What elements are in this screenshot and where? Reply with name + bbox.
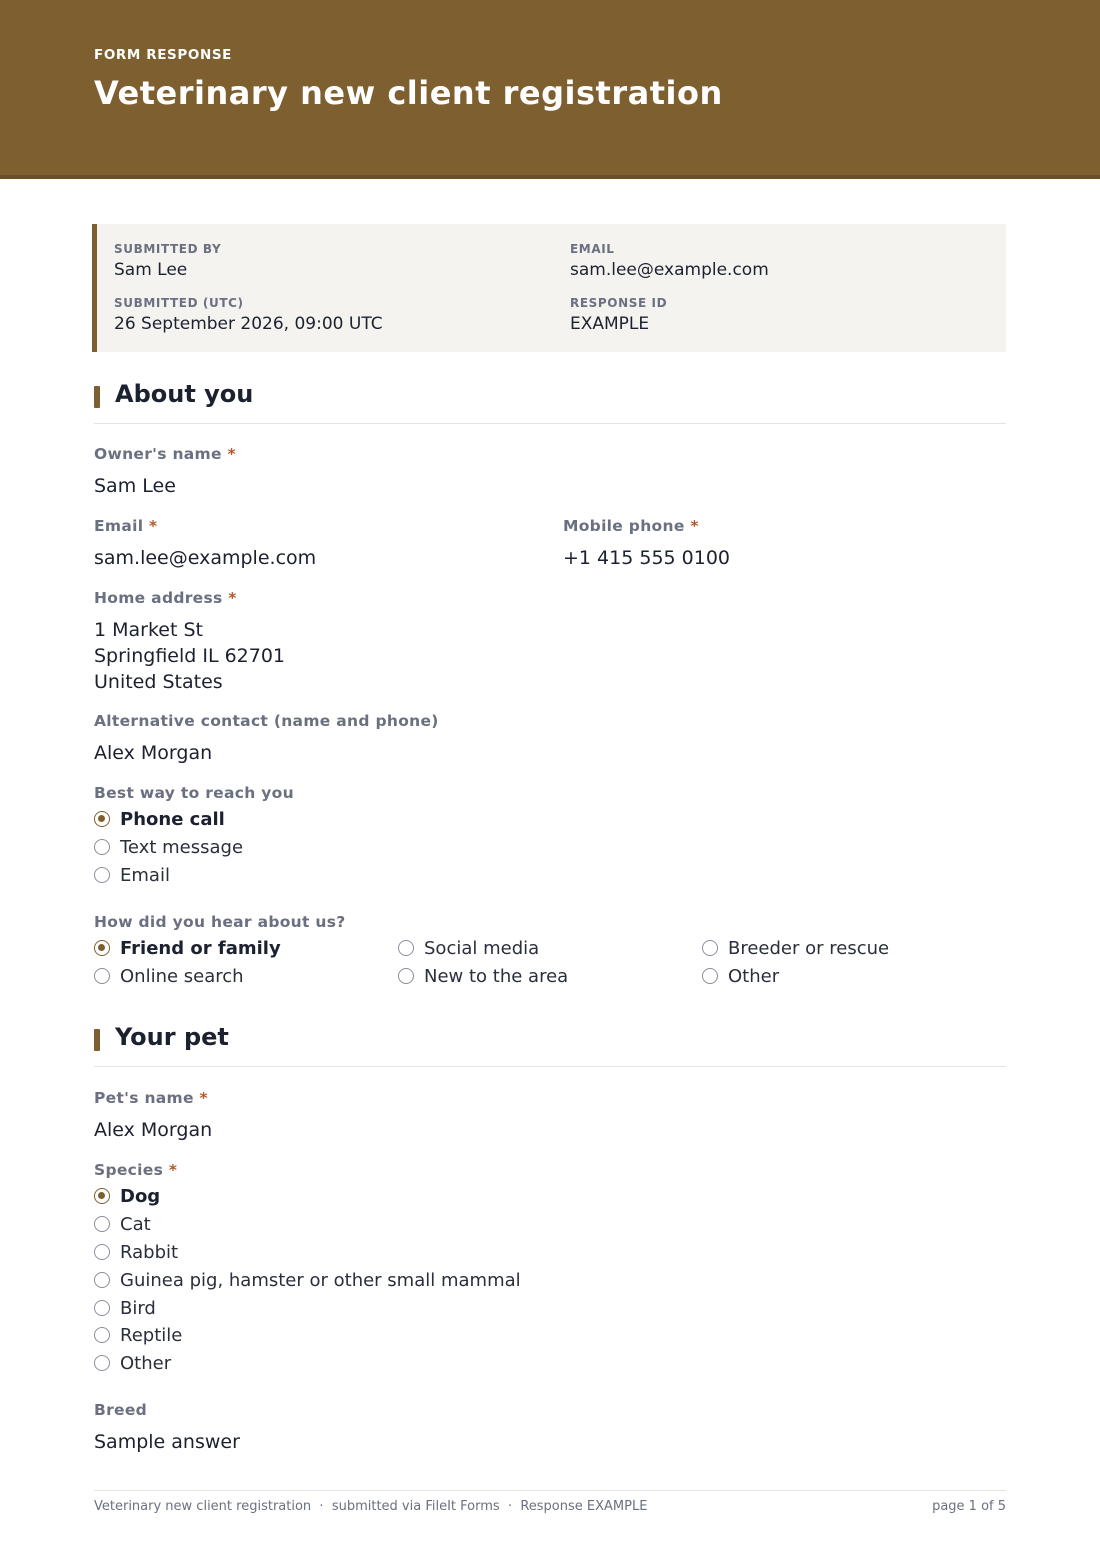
radio-button[interactable] — [94, 1355, 110, 1371]
radio-option-label: New to the area — [424, 965, 569, 987]
section-about-you — [94, 380, 1006, 424]
radio-button[interactable] — [702, 968, 718, 984]
radio-option-text-message[interactable] — [94, 836, 243, 858]
response-id — [570, 296, 667, 336]
required-marker: * — [227, 445, 236, 463]
radio-option-cat[interactable] — [94, 1213, 151, 1235]
field-value: Sam Lee — [94, 475, 176, 497]
radio-button[interactable] — [94, 867, 110, 883]
field-species — [94, 1161, 177, 1179]
submitted-by — [114, 242, 221, 282]
field-mobile-phone — [563, 517, 730, 571]
summary-email — [570, 242, 769, 282]
radio-option-label: Bird — [120, 1297, 156, 1319]
required-marker: * — [228, 589, 237, 607]
section-title: Your pet — [115, 1023, 229, 1051]
radio-option-reptile[interactable] — [94, 1324, 182, 1346]
radio-option-label: Phone call — [120, 808, 225, 830]
submitted-utc-label: SUBMITTED (UTC) — [114, 296, 244, 310]
field-label — [94, 445, 236, 463]
radio-option-label: Breeder or rescue — [728, 937, 890, 959]
field-label-text: Home address — [94, 589, 223, 607]
submitted-by-value: Sam Lee — [114, 260, 188, 280]
radio-option-label: Other — [120, 1352, 172, 1374]
radio-option-email[interactable] — [94, 864, 170, 886]
radio-option-breeder-or-rescue[interactable] — [702, 937, 889, 959]
radio-button[interactable] — [94, 940, 110, 956]
summary-email-value: sam.lee@example.com — [570, 260, 769, 280]
submitted-utc-value: 26 September 2026, 09:00 UTC — [114, 314, 383, 334]
field-label: Best way to reach you — [94, 784, 294, 802]
submitted-utc — [114, 296, 383, 336]
section-title: About you — [115, 380, 254, 408]
radio-button[interactable] — [94, 811, 110, 827]
radio-button[interactable] — [398, 968, 414, 984]
field-label — [94, 589, 285, 607]
field-label — [94, 517, 316, 535]
page-number: page 1 of 5 — [932, 1499, 1006, 1514]
required-marker: * — [149, 517, 158, 535]
radio-button[interactable] — [94, 1300, 110, 1316]
radio-button[interactable] — [398, 940, 414, 956]
field-best-way-to-reach — [94, 784, 294, 802]
radio-button[interactable] — [702, 940, 718, 956]
field-label — [94, 1089, 212, 1107]
form-response-eyebrow: FORM RESPONSE — [94, 47, 232, 63]
radio-option-phone-call[interactable] — [94, 808, 225, 830]
radio-button[interactable] — [94, 1188, 110, 1204]
required-marker: * — [690, 517, 699, 535]
radio-option-other[interactable] — [702, 965, 779, 987]
field-value: Alex Morgan — [94, 1119, 213, 1141]
field-label-text: Owner's name — [94, 445, 222, 463]
radio-option-social-media[interactable] — [398, 937, 539, 959]
page-footer — [94, 1490, 1006, 1514]
required-marker: * — [168, 1161, 178, 1179]
field-pet-name — [94, 1089, 212, 1143]
radio-button[interactable] — [94, 1327, 110, 1343]
field-email — [94, 517, 316, 571]
header-banner — [0, 0, 1100, 179]
field-value: Alex Morgan — [94, 742, 213, 764]
radio-option-label: Other — [728, 965, 780, 987]
field-label-text: Email — [94, 517, 144, 535]
required-marker: * — [199, 1089, 208, 1107]
radio-option-rabbit[interactable] — [94, 1241, 178, 1263]
radio-button[interactable] — [94, 1216, 110, 1232]
radio-button[interactable] — [94, 839, 110, 855]
radio-option-label: Online search — [120, 965, 244, 987]
radio-option-small-mammal[interactable] — [94, 1269, 521, 1291]
submission-summary — [92, 224, 1006, 352]
radio-button[interactable] — [94, 1272, 110, 1288]
section-accent-bar — [94, 1029, 100, 1051]
radio-option-bird[interactable] — [94, 1297, 156, 1319]
radio-option-label: Text message — [120, 836, 244, 858]
field-label: Alternative contact (name and phone) — [94, 712, 439, 730]
field-label-text: Mobile phone — [563, 517, 685, 535]
summary-email-label: EMAIL — [570, 242, 615, 256]
field-value: sam.lee@example.com — [94, 547, 317, 569]
field-value: +1 415 555 0100 — [563, 547, 731, 569]
field-label — [563, 517, 730, 535]
field-breed — [94, 1401, 240, 1455]
field-how-did-you-hear — [94, 913, 346, 931]
radio-option-online-search[interactable] — [94, 965, 244, 987]
page-title: Veterinary new client registration — [94, 74, 723, 112]
radio-option-label: Reptile — [120, 1324, 183, 1346]
submitted-by-label: SUBMITTED BY — [114, 242, 222, 256]
footer-description: Veterinary new client registration · submitted via FileIt Forms · Response EXAMPLE — [94, 1499, 648, 1514]
response-id-label: RESPONSE ID — [570, 296, 668, 310]
radio-option-label: Social media — [424, 937, 540, 959]
radio-option-new-to-the-area[interactable] — [398, 965, 568, 987]
field-alternative-contact — [94, 712, 439, 766]
radio-option-label: Dog — [120, 1185, 161, 1207]
radio-option-label: Email — [120, 864, 170, 886]
section-your-pet — [94, 1023, 1006, 1067]
field-label-text: Species — [94, 1161, 164, 1179]
radio-option-label: Friend or family — [120, 937, 281, 959]
field-label: How did you hear about us? — [94, 913, 346, 931]
section-accent-bar — [94, 386, 100, 408]
radio-option-label: Cat — [120, 1213, 151, 1235]
radio-option-other-species[interactable] — [94, 1352, 171, 1374]
response-id-value: EXAMPLE — [570, 314, 650, 334]
radio-option-dog[interactable] — [94, 1185, 160, 1207]
field-value: 1 Market St Springfield IL 62701 United States — [94, 619, 286, 693]
field-label-text: Pet's name — [94, 1089, 194, 1107]
radio-button[interactable] — [94, 968, 110, 984]
radio-option-label: Rabbit — [120, 1241, 179, 1263]
field-owner-name — [94, 445, 236, 499]
radio-button[interactable] — [94, 1244, 110, 1260]
radio-option-label: Guinea pig, hamster or other small mammal — [120, 1269, 521, 1291]
radio-option-friend-or-family[interactable] — [94, 937, 281, 959]
field-home-address — [94, 589, 285, 695]
field-label: Breed — [94, 1401, 148, 1419]
field-label — [94, 1161, 177, 1179]
field-value: Sample answer — [94, 1431, 240, 1453]
